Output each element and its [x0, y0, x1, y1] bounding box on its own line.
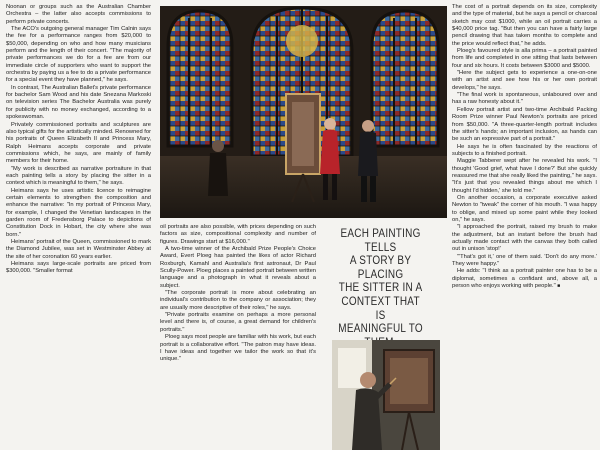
pull-quote-line: THE SITTER IN A — [338, 281, 423, 295]
paragraph: On another occasion, a corporate executive asked Newton to "tweak" the corner of his mouth. "I was happy to oblige, and mixed up some paint while they looked on," he says. — [452, 194, 597, 223]
paragraph: Heimans says large-scale portraits are priced from $300,000. "Smaller format — [6, 261, 151, 275]
paragraph: "The final work is spontaneous, unlaboured over and has a raw honesty about it." — [452, 92, 597, 106]
paragraph: The cost of a portrait depends on its size, complexity and the type of material, but he says a pencil or charcoal sketch may cost $1000, while an oil portrait carries a $40,000 price tag. "But then you can have a fairly large pencil drawing that has taken months to complete and the price would reflect that," he adds. — [452, 4, 597, 47]
paragraph: He says he is often fascinated by the reactions of subjects to a finished portrait. — [452, 143, 597, 157]
paragraph: "I approached the portrait, raised my brush to make the adjustment, but an instant before the brush had actually made contact with the canvas they both called out in unison 'stop!' — [452, 224, 597, 253]
paragraph: "'That's got it,' one of them said. 'Don't do any more.' They were happy." — [452, 253, 597, 268]
paragraph: Heimans says he uses artistic licence to reimagine certain elements to strengthen the composition and enhance the narrative: "In my portrait of Princess Mary, for example, I changed the Venetian landscapes in the garden room of Fredensborg Palace to depictions of Constitution Dock in Hobart, the city where she was born." — [6, 187, 151, 238]
paragraph: The ACO's outgoing general manager Tim Calnin says the fee for a performance ranges from $20,000 to $50,000, depending on who and how many musicians perform and the length of their concert. "The majority of private performances we do for a fee are from our immediate circle of supporters who want to support the orchestra by paying us a fee to do a private performance for a special event they have planned," he says. — [6, 26, 151, 84]
paragraph: "My work is described as narrative portraiture in that each painting tells a story by placing the sitter in a context which is meaningful to them," he says. — [6, 165, 151, 187]
paragraph: Fellow portrait artist and two-time Archibald Packing Room Prize winner Paul Newton's portraits are priced from $50,000. "A three-quarter-length portrait includes the sitter's hands; an important inclusion, as hands can be such an expressive part of a portrait." — [452, 106, 597, 143]
paragraph: "The corporate portrait is more about celebrating an individual's contribution to the company or association; they are usually more descriptive of their roles," he says. — [160, 290, 316, 311]
pull-quote-line: EACH PAINTING TELLS — [340, 227, 421, 254]
paragraph: Ploeg's favoured style is alla prima – a portrait painted from life and completed in one sitting that lasts between four and six hours. It costs between $3000 and $5000. — [452, 48, 597, 69]
pull-quote-line: MEANINGFUL TO — [338, 322, 423, 336]
paragraph: "Here the subject gets to experience a one-on-one with an artist and see how his or her own portrait develops," he says. — [452, 70, 597, 91]
painter-studio-photo — [332, 340, 440, 450]
studio-illustration — [332, 340, 440, 450]
pull-quote-line: CONTEXT THAT IS — [341, 294, 420, 322]
pull-quote — [335, 227, 426, 349]
stained-glass-photo — [160, 6, 447, 218]
paragraph: In contrast, The Australian Ballet's private performance for bachelor Sam Wood and his date Snezana Markoski on television series The Bachelor Australia was purely for publicity with no money exchanged, according to a spokeswoman. — [6, 84, 151, 121]
paragraph: Maggie Tabberer wept after he revealed his work. "I thought 'Good grief, what have I done?' But she quickly reassured me that she really liked the painting," he says. "It's just that you revealed things about me which I thought I'd hidden,' she told me." — [452, 158, 597, 194]
paragraph: Privately commissioned portraits and sculptures are also typical gifts for the artistically minded. Renowned for his portraits of Queen Elizabeth II and Princess Mary, Ralph Heimans accepts corporate and private commissions which, he says, are mainly of family members for their home. — [6, 121, 151, 165]
paragraph: A two-time winner of the Archibald Prize People's Choice Award, Evert Ploeg has painted the likes of actor Richard Roxburgh, Kamahl and Australia's first astronaut, Dr Paul Scully-Power. Ploeg places a painted portrait between written language and a photograph in what it reveals about a subject. — [160, 246, 316, 289]
paragraph: Noonan or groups such as the Australian Chamber Orchestra – the latter also accepts commissions to perform private concerts. — [6, 4, 151, 25]
article-column-1 — [6, 4, 151, 276]
paragraph: Ploeg says most people are familiar with his work, but each portrait is a collaborative effort. "The patron may have ideas. I have ideas and together we tailor the work so that it's unique." — [160, 334, 316, 363]
pull-quote-line: A STORY BY PLACING — [349, 254, 412, 281]
cathedral-illustration — [160, 6, 447, 218]
article-column-3 — [452, 4, 597, 290]
paragraph: oil portraits are also possible, with prices depending on such factors as size, compositional complexity and number of figures. Drawings start at $16,000." — [160, 224, 316, 245]
paragraph: He adds: "I think as a portrait painter one has to be a diplomat, sometimes a confidant and, above all, a person who enjoys working with people." ■ — [452, 268, 597, 290]
article-column-2 — [160, 224, 316, 364]
paragraph: Heimans' portrait of the Queen, commissioned to mark the Diamond Jubilee, was set in Westminster Abbey at the site of her coronation 60 years earlier. — [6, 239, 151, 260]
paragraph: "Private portraits examine on perhaps a more personal level and there is, of course, a great demand for children's portraits." — [160, 312, 316, 333]
